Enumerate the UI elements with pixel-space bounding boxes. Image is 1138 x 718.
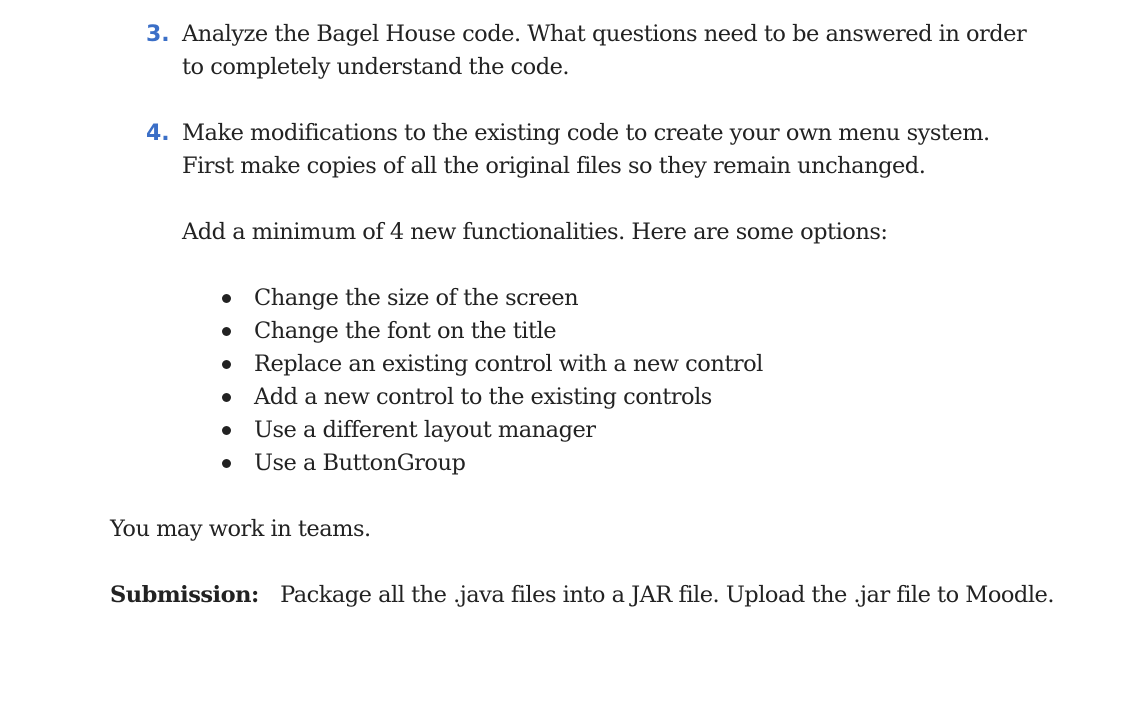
option-item: Replace an existing control with a new control — [254, 351, 763, 377]
option-item: Change the font on the title — [254, 318, 557, 344]
option-item: Use a ButtonGroup — [254, 450, 466, 476]
item-3-line-1: Analyze the Bagel House code. What questions need to be answered in order — [182, 21, 1027, 47]
bullet-icon — [222, 294, 231, 303]
item-4-line-1: Make modifications to the existing code to create your own menu system. — [182, 120, 990, 146]
bullet-icon — [222, 327, 231, 336]
list-number-4: 4. — [146, 121, 170, 146]
item-4-line-2: First make copies of all the original files so they remain unchanged. — [182, 153, 926, 179]
bullet-icon — [222, 459, 231, 468]
submission-label: Submission: — [110, 582, 259, 608]
option-item: Use a different layout manager — [254, 417, 596, 443]
bullet-icon — [222, 393, 231, 402]
submission-text: Package all the .java files into a JAR file. Upload the .jar file to Moodle. — [280, 582, 1054, 608]
option-item: Change the size of the screen — [254, 285, 579, 311]
item-3-line-2: to completely understand the code. — [182, 54, 570, 80]
list-number-3: 3. — [146, 22, 170, 47]
teams-note: You may work in teams. — [110, 516, 371, 542]
option-item: Add a new control to the existing controls — [254, 384, 712, 410]
bullet-icon — [222, 426, 231, 435]
bullet-icon — [222, 360, 231, 369]
options-intro: Add a minimum of 4 new functionalities. Here are some options: — [182, 219, 888, 245]
submission-line — [110, 579, 1054, 612]
